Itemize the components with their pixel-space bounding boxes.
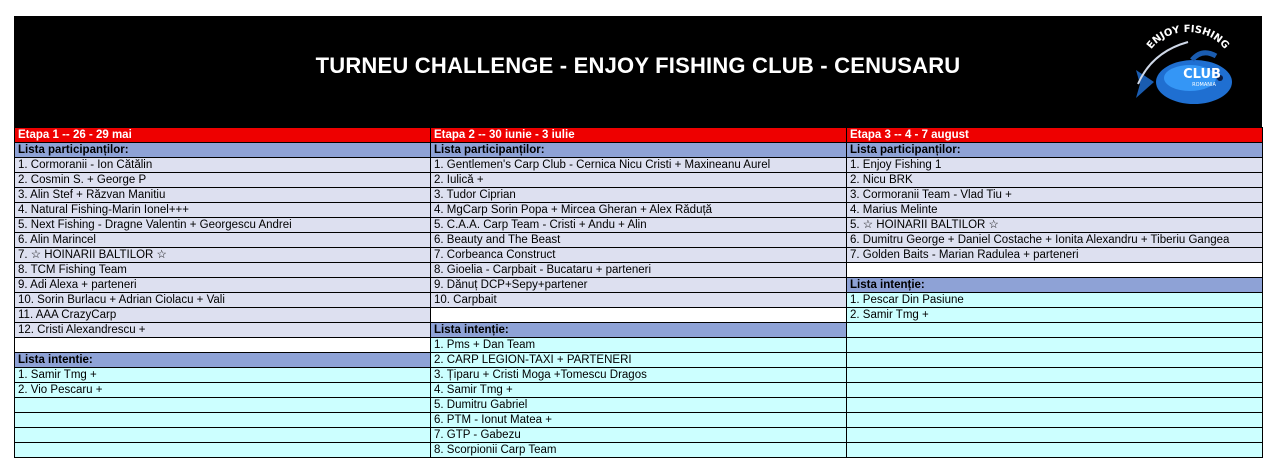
participants-label: Lista participanților: [847,143,1263,158]
stage-1-column [15,128,431,458]
page-title: TURNEU CHALLENGE - ENJOY FISHING CLUB - CENUSARU [315,53,961,78]
participant-row: 8. Gioelia - Carpbait - Bucataru + parteneri [431,263,847,278]
participant-row: 3. Tudor Ciprian [431,188,847,203]
svg-text:ENJOY FISHING [1145,24,1231,51]
participant-row: 5. ☆ HOINARII BALTILOR ☆ [847,218,1263,233]
intent-label: Lista intentie: [15,353,431,368]
empty-row [15,338,431,353]
stage-header: Etapa 1 -- 26 - 29 mai [15,128,431,143]
intent-label: Lista intenție: [847,278,1263,293]
intent-row: 8. Scorpionii Carp Team [431,443,847,458]
intent-row: 5. Dumitru Gabriel [431,398,847,413]
participant-row: 4. MgCarp Sorin Popa + Mircea Gheran + Alex Răduță [431,203,847,218]
logo-text-country: ROMANIA [1192,82,1216,88]
participant-row: 1. Gentlemen's Carp Club - Cernica Nicu Cristi + Maxineanu Aurel [431,158,847,173]
intent-row: 2. Vio Pescaru + [15,383,431,398]
intent-row: 2. CARP LEGION-TAXI + PARTENERI [431,353,847,368]
intent-row [15,413,431,428]
participant-row: 2. Nicu BRK [847,173,1263,188]
intent-row [15,428,431,443]
page-header [14,16,1262,127]
participant-row: 1. Enjoy Fishing 1 [847,158,1263,173]
participant-row: 4. Natural Fishing-Marin Ionel+++ [15,203,431,218]
intent-row [847,383,1263,398]
empty-row [431,308,847,323]
enjoy-fishing-club-logo [1132,22,1242,118]
participant-row: 5. Next Fishing - Dragne Valentin + Georgescu Andrei [15,218,431,233]
intent-row: 1. Pescar Din Pasiune [847,293,1263,308]
participant-row: 12. Cristi Alexandrescu + [15,323,431,338]
intent-row [15,398,431,413]
participant-row: 7. Golden Baits - Marian Radulea + parteneri [847,248,1263,263]
intent-row: 1. Samir Tmg + [15,368,431,383]
intent-row [15,443,431,458]
participant-row: 5. C.A.A. Carp Team - Cristi + Andu + Alin [431,218,847,233]
participant-row: 10. Carpbait [431,293,847,308]
intent-row [847,368,1263,383]
participant-row: 3. Cormoranii Team - Vlad Tiu + [847,188,1263,203]
empty-row [847,263,1263,278]
logo-text-main: ENJOY FISHING [1145,23,1231,52]
stage-header: Etapa 2 -- 30 iunie - 3 iulie [431,128,847,143]
intent-label: Lista intenție: [431,323,847,338]
participant-row: 3. Alin Stef + Răzvan Manitiu [15,188,431,203]
participant-row: 9. Adi Alexa + parteneri [15,278,431,293]
intent-row: 4. Samir Tmg + [431,383,847,398]
intent-row: 7. GTP - Gabezu [431,428,847,443]
intent-row: 1. Pms + Dan Team [431,338,847,353]
participant-row: 8. TCM Fishing Team [15,263,431,278]
intent-row [847,413,1263,428]
participant-row: 11. AAA CrazyCarp [15,308,431,323]
intent-row [847,398,1263,413]
intent-row [847,428,1263,443]
intent-row: 3. Țiparu + Cristi Moga +Tomescu Dragos [431,368,847,383]
tournament-table [14,127,1263,458]
intent-row [847,323,1263,338]
stage-2-column [431,128,847,458]
participant-row: 7. ☆ HOINARII BALTILOR ☆ [15,248,431,263]
intent-row [847,353,1263,368]
participant-row: 6. Dumitru George + Daniel Costache + Ionita Alexandru + Tiberiu Gangea [847,233,1263,248]
participant-row: 2. Cosmin S. + George P [15,173,431,188]
participant-row: 10. Sorin Burlacu + Adrian Ciolacu + Vali [15,293,431,308]
participant-row: 7. Corbeanca Construct [431,248,847,263]
participant-row: 6. Alin Marincel [15,233,431,248]
intent-row [847,338,1263,353]
stage-3-column [847,128,1263,458]
participant-row: 6. Beauty and The Beast [431,233,847,248]
stage-header: Etapa 3 -- 4 - 7 august [847,128,1263,143]
intent-row: 2. Samir Tmg + [847,308,1263,323]
intent-row: 6. PTM - Ionut Matea + [431,413,847,428]
participant-row: 2. Iulică + [431,173,847,188]
participant-row: 9. Dănuț DCP+Sepy+partener [431,278,847,293]
participants-label: Lista participanților: [15,143,431,158]
participant-row: 4. Marius Melinte [847,203,1263,218]
participants-label: Lista participanților: [431,143,847,158]
participant-row: 1. Cormoranii - Ion Cătălin [15,158,431,173]
logo-text-club: CLUB [1183,67,1221,82]
intent-row [847,443,1263,458]
